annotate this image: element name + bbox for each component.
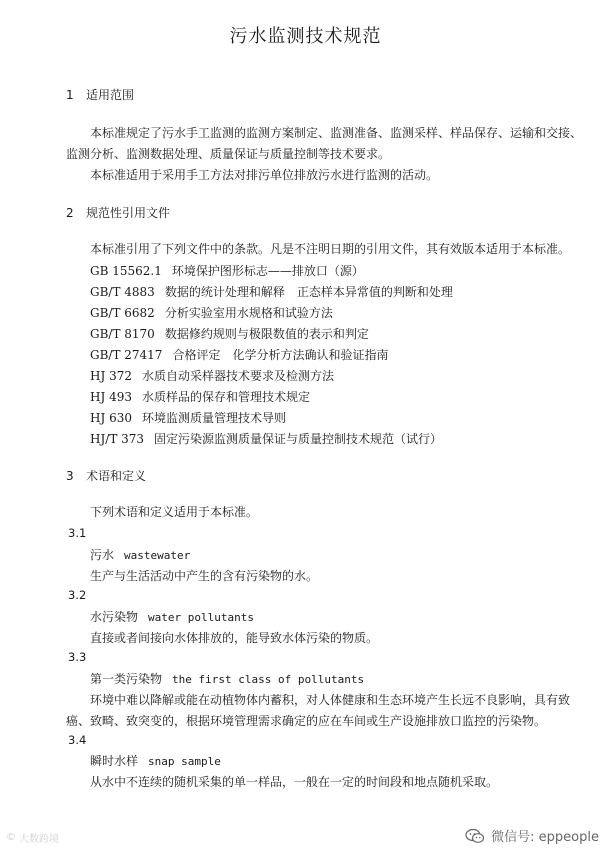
clause-number: 3.2 <box>68 588 87 602</box>
paragraph-line: 本标准适用于采用手工方法对排污单位排放污水进行监测的活动。 <box>90 168 439 182</box>
section-title: 适用范围 <box>86 88 135 102</box>
reference-code: GB 15562.1 <box>90 264 162 278</box>
reference-title: 数据的统计处理和解释 正态样本异常值的判断和处理 <box>164 285 453 299</box>
wechat-id: 微信号: eppeople <box>491 830 599 845</box>
reference-code: HJ 493 <box>90 390 132 404</box>
term-en: snap sample <box>148 755 221 768</box>
section-number: 3 <box>66 469 74 483</box>
section-2-heading <box>66 204 170 221</box>
reference-title: 分析实验室用水规格和试验方法 <box>164 306 333 320</box>
reference-title: 数据修约规则与极限数值的表示和判定 <box>164 327 369 341</box>
watermark-left <box>6 830 59 845</box>
paragraph-line: 本标准引用了下列文件中的条款。凡是不注明日期的引用文件，其有效版本适用于本标准。 <box>90 242 571 256</box>
reference-item <box>90 367 334 384</box>
reference-item <box>90 262 364 279</box>
page-title: 污水监测技术规范 <box>229 26 382 47</box>
reference-item <box>90 325 369 342</box>
section-title: 规范性引用文件 <box>86 206 171 220</box>
reference-code: HJ/T 373 <box>90 432 145 446</box>
term-definition: 从水中不连续的随机采集的单一样品，一般在一定的时间段和地点随机采取。 <box>90 775 499 789</box>
paragraph-line: 下列术语和定义适用于本标准。 <box>90 505 259 519</box>
clause-number: 3.1 <box>68 526 87 540</box>
term-heading <box>90 670 364 687</box>
term-heading <box>90 546 190 563</box>
term-zh: 瞬时水样 <box>90 754 139 768</box>
section-title: 术语和定义 <box>86 469 147 483</box>
paragraph-line: 监测分析、监测数据处理、质量保证与质量控制等技术要求。 <box>66 147 391 161</box>
reference-item <box>90 409 286 426</box>
section-3-heading <box>66 467 146 484</box>
term-zh: 污水 <box>90 548 115 562</box>
term-heading <box>90 608 254 625</box>
reference-title: 水质样品的保存和管理技术规定 <box>142 390 311 404</box>
term-zh: 第一类污染物 <box>90 672 163 686</box>
wechat-watermark <box>465 826 599 845</box>
reference-item <box>90 346 388 363</box>
term-en: wastewater <box>124 549 191 562</box>
reference-code: GB/T 4883 <box>90 285 155 299</box>
term-definition: 癌、致畸、致突变的，根据环境管理需求确定的应在车间或生产设施排放口监控的污染物。 <box>66 714 547 728</box>
term-definition: 生产与生活活动中产生的含有污染物的水。 <box>90 569 319 583</box>
paragraph-line: 本标准规定了污水手工监测的监测方案制定、监测准备、监测采样、样品保存、运输和交接、 <box>90 126 583 140</box>
reference-title: 固定污染源监测质量保证与质量控制技术规范（试行） <box>154 432 443 446</box>
reference-title: 合格评定 化学分析方法确认和验证指南 <box>172 348 389 362</box>
term-heading <box>90 752 221 769</box>
term-definition: 直接或者间接向水体排放的，能导致水体污染的物质。 <box>90 631 379 645</box>
reference-item <box>90 388 310 405</box>
copyright-icon: © <box>6 832 16 843</box>
section-number: 1 <box>66 88 74 102</box>
section-1-heading <box>66 86 134 103</box>
reference-title: 水质自动采样器技术要求及检测方法 <box>142 369 335 383</box>
term-en: the first class of pollutants <box>172 673 365 686</box>
reference-code: HJ 372 <box>90 369 132 383</box>
clause-number: 3.3 <box>68 650 87 664</box>
reference-item <box>90 304 333 321</box>
reference-code: HJ 630 <box>90 411 132 425</box>
reference-code: GB/T 27417 <box>90 348 163 362</box>
term-zh: 水污染物 <box>90 610 139 624</box>
reference-title: 环境监测质量管理技术导则 <box>142 411 287 425</box>
reference-code: GB/T 6682 <box>90 306 155 320</box>
section-number: 2 <box>66 206 74 220</box>
reference-item <box>90 283 453 300</box>
term-en: water pollutants <box>148 611 254 624</box>
clause-number: 3.4 <box>68 733 87 747</box>
term-definition: 环境中难以降解或能在动植物体内蓄积，对人体健康和生态环境产生长远不良影响，具有致 <box>90 693 571 707</box>
watermark-text: 大数跨境 <box>19 834 59 845</box>
reference-code: GB/T 8170 <box>90 327 155 341</box>
reference-title: 环境保护图形标志——排放口（源） <box>171 264 364 278</box>
wechat-icon <box>465 828 485 844</box>
reference-item <box>90 430 442 447</box>
